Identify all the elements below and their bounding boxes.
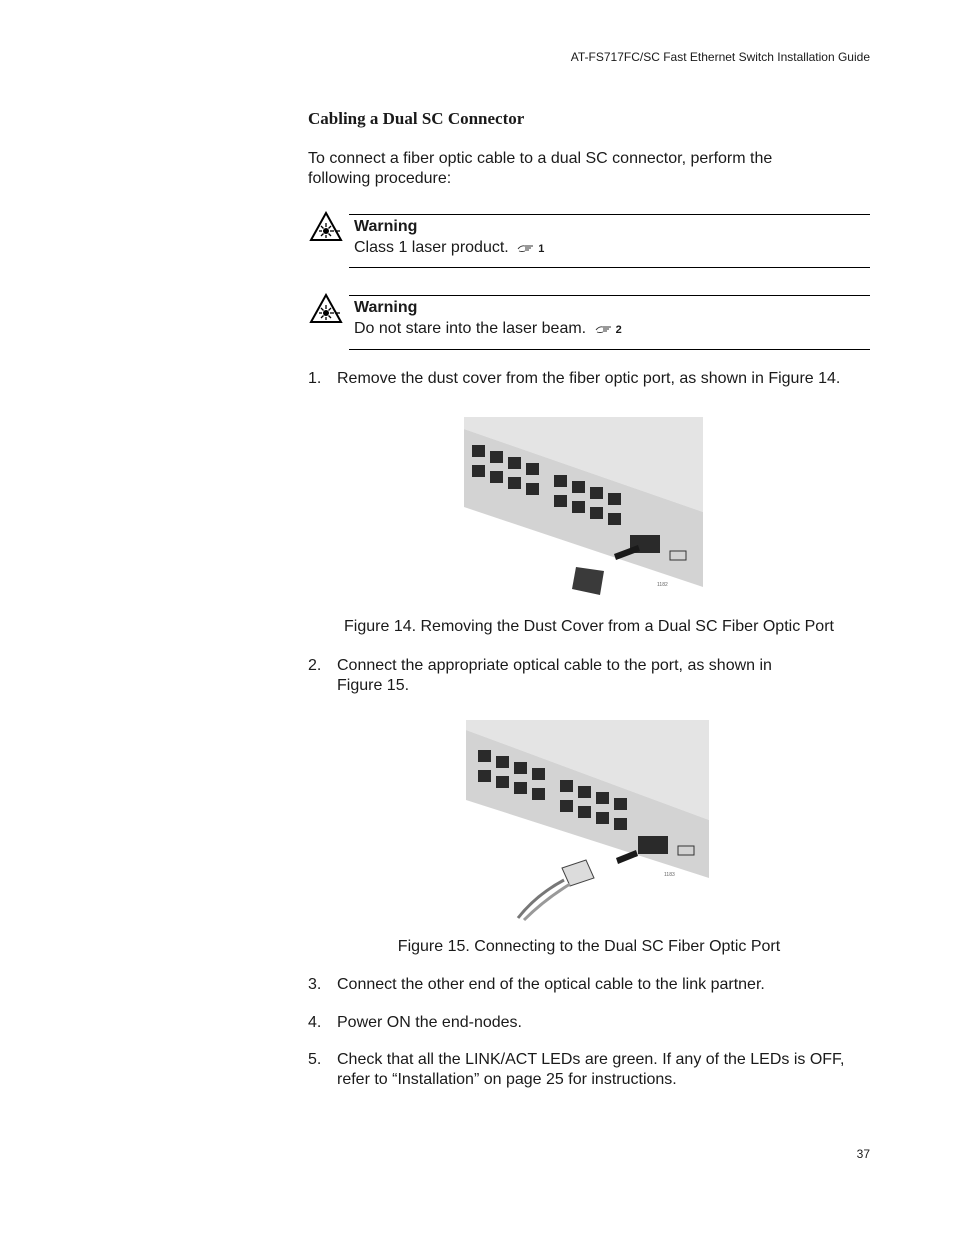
pointing-hand-icon [595,324,613,334]
figure-code: 1183 [664,872,675,878]
intro-paragraph: To connect a fiber optic cable to a dual SC connector, perform the following procedure: [308,150,773,187]
figure-15-caption: Figure 15. Connecting to the Dual SC Fiber Optic Port [397,938,781,955]
page-number: 37 [856,1147,870,1161]
translation-ref: 2 [615,324,622,336]
warning-title: Warning [354,299,418,316]
warning-message: Class 1 laser product. [354,239,509,256]
step-text: Remove the dust cover from the fiber optic port, as shown in Figure 14. [337,370,841,387]
laser-warning-icon [309,211,343,242]
figure-15-illustration [466,720,709,922]
step-4 [308,1013,873,1035]
laser-warning-icon [309,293,343,324]
figure-14-illustration [464,417,703,603]
step-number: 5. [308,1051,322,1068]
step-number: 4. [308,1014,322,1031]
warning-text [354,320,622,338]
figure-14-caption: Figure 14. Removing the Dust Cover from a Dual SC Fiber Optic Port [344,618,834,635]
step-number: 3. [308,976,322,993]
warning-box-1 [349,214,870,268]
warning-box-2 [349,295,870,350]
step-1 [308,369,873,391]
step-text: Connect the appropriate optical cable to the port, as shown in Figure 15. [337,657,772,694]
step-number: 2. [308,657,322,674]
translation-ref: 1 [538,243,545,255]
warning-title: Warning [354,218,418,235]
step-5 [308,1050,873,1092]
figure-code: 1182 [657,582,668,588]
running-header: AT-FS717FC/SC Fast Ethernet Switch Installation Guide [570,50,870,64]
step-2 [308,656,873,698]
step-3 [308,975,873,997]
section-title: Cabling a Dual SC Connector [308,109,525,128]
step-number: 1. [308,370,322,387]
pointing-hand-icon [517,243,535,253]
step-text: Connect the other end of the optical cable to the link partner. [337,976,765,993]
warning-message: Do not stare into the laser beam. [354,320,587,337]
step-text: Check that all the LINK/ACT LEDs are green. If any of the LEDs is OFF, refer to “Installation” on page 25 for instructions. [337,1051,845,1088]
warning-text [354,239,544,257]
step-text: Power ON the end-nodes. [337,1014,522,1031]
